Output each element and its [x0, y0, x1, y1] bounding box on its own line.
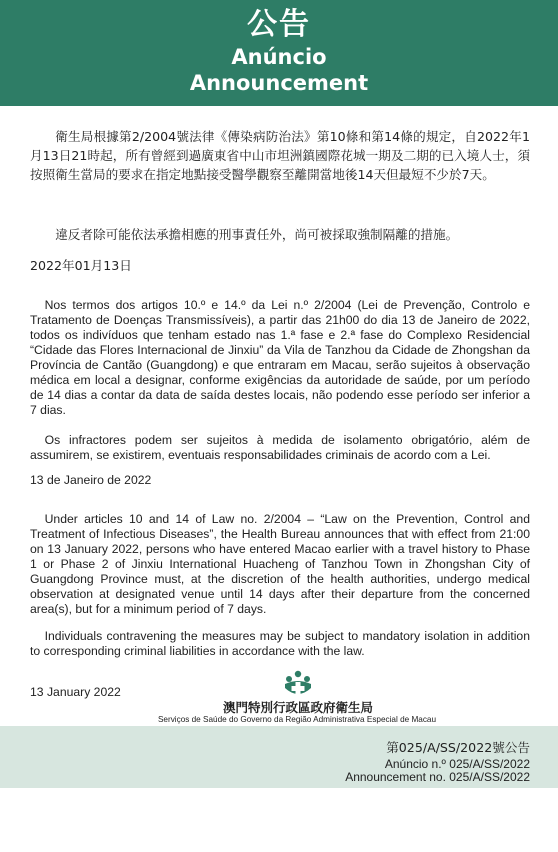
- chinese-section: [30, 127, 530, 184]
- organization-name-portuguese: Serviços de Saúde do Governo da Região Administrativa Especial de Macau: [157, 715, 437, 724]
- chinese-date-block: [30, 258, 530, 274]
- portuguese-section-2: [30, 433, 530, 463]
- english-paragraph-1: Under articles 10 and 14 of Law no. 2/2004 – “Law on the Prevention, Control and Treatment of Infectious Diseases”, the Health Bureau announces that with effect from 21:00 on 13 January 2022, persons who have entered Macao earlier with a travel history to Phase 1 or Phase 2 of Jinxiu International Huacheng of Tanzhou Town in Zhongshan City of Guangdong Province must, at the discretion of the health authorities, undergo medical observation at designated venue until 14 days after their departure from the concerned area(s), but for a minimum period of 7 days.: [30, 512, 530, 616]
- title-chinese: 公告: [247, 7, 311, 42]
- chinese-paragraph-2: 違反者除可能依法承擔相應的刑事責任外，尚可被採取強制隔離的措施。: [55, 227, 459, 242]
- portuguese-section: [30, 298, 530, 418]
- chinese-paragraph-1: 衛生局根據第2/2004號法律《傳染病防治法》第10條和第14條的規定，自2022年1月13日21時起，所有曾經到過廣東省中山市坦洲鎮國際花城一期及二期的已入境人士，須按照衛生當局的要求在指定地點接受醫學觀察至離開當地後14天但最短不少於7天。: [30, 129, 530, 182]
- portuguese-paragraph-2: Os infractores podem ser sujeitos à medida de isolamento obrigatório, além de assumirem, se existirem, eventuais responsabilidades criminais de acordo com a Lei.: [30, 433, 530, 462]
- english-section-2: [30, 629, 530, 659]
- english-section: [30, 512, 530, 617]
- health-bureau-logo-icon: [281, 670, 315, 700]
- portuguese-paragraph-1: Nos termos dos artigos 10.º e 14.º da Lei n.º 2/2004 (Lei de Prevenção, Controlo e Tratamento de Doenças Transmissíveis), a partir das 21h00 do dia 13 de Janeiro de 2022, todos os indivíduos que tenham estado nas 1.ª fase e 2.ª fase do Complexo Residencial “Cidade das Flores Internacional de Jinxiu” da Vila de Tanzhou da Cidade de Zhongshan da Província de Cantão (Guangdong) e que entraram em Macau, serão sujeitos à observação médica em local a designar, conforme exigências da autoridade de saúde, por um período de 14 dias a contar da data de saída destes locais, não podendo esse período ser inferior a 7 dias.: [30, 298, 530, 417]
- announcement-header: [0, 0, 558, 106]
- english-date: 13 January 2022: [30, 685, 121, 699]
- reference-number-chinese: 第025/A/SS/2022號公告: [386, 740, 530, 755]
- english-paragraph-2: Individuals contravening the measures may be subject to mandatory isolation in addition to corresponding criminal liabilities in accordance with the law.: [30, 629, 530, 658]
- english-date-block: [30, 685, 530, 700]
- reference-number-portuguese: Anúncio n.º 025/A/SS/2022: [384, 757, 530, 771]
- portuguese-date-block: [30, 473, 530, 488]
- chinese-section-2: [30, 225, 530, 244]
- organization-name-chinese: 澳門特別行政區政府衛生局: [222, 700, 373, 715]
- chinese-date: 2022年01月13日: [30, 258, 132, 273]
- title-english: Announcement: [189, 71, 369, 95]
- reference-number-english: Announcement no. 025/A/SS/2022: [345, 770, 530, 784]
- portuguese-date: 13 de Janeiro de 2022: [30, 473, 152, 487]
- title-portuguese: Anúncio: [231, 45, 327, 69]
